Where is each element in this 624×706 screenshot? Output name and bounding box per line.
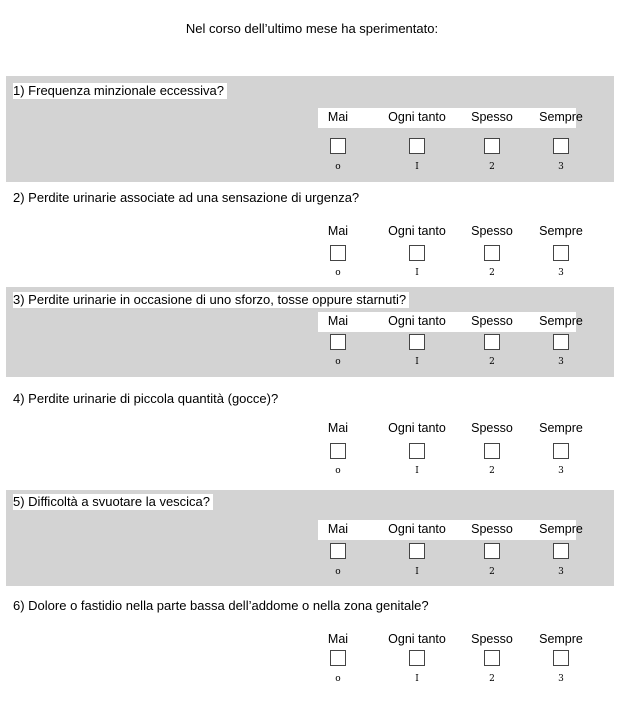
checkbox-mai[interactable] bbox=[330, 543, 346, 559]
option-label-spesso: Spesso bbox=[471, 421, 513, 435]
score-ogni-tanto: I bbox=[415, 268, 419, 278]
score-sempre: 3 bbox=[558, 674, 564, 684]
option-label-spesso: Spesso bbox=[471, 110, 513, 124]
option-label-sempre: Sempre bbox=[539, 110, 583, 124]
score-spesso: 2 bbox=[489, 466, 495, 476]
option-label-mai: Mai bbox=[327, 632, 349, 646]
option-label-spesso: Spesso bbox=[471, 224, 513, 238]
checkbox-mai[interactable] bbox=[330, 443, 346, 459]
score-sempre: 3 bbox=[558, 162, 564, 172]
question-3 bbox=[6, 287, 614, 377]
score-sempre: 3 bbox=[558, 466, 564, 476]
score-sempre: 3 bbox=[558, 357, 564, 367]
question-4 bbox=[6, 388, 614, 484]
score-mai: o bbox=[335, 674, 341, 684]
score-ogni-tanto: I bbox=[415, 357, 419, 367]
options-header bbox=[318, 419, 583, 439]
question-text: 6) Dolore o fastidio nella parte bassa dell’addome o nella zona genitale? bbox=[13, 598, 429, 613]
score-spesso: 2 bbox=[489, 357, 495, 367]
option-label-spesso: Spesso bbox=[471, 314, 513, 328]
score-ogni-tanto: I bbox=[415, 674, 419, 684]
question-text: 2) Perdite urinarie associate ad una sensazione di urgenza? bbox=[13, 190, 360, 205]
checkbox-ogni-tanto[interactable] bbox=[409, 334, 425, 350]
checkbox-spesso[interactable] bbox=[484, 245, 500, 261]
options-header bbox=[318, 520, 583, 540]
option-label-mai: Mai bbox=[327, 224, 349, 238]
question-text: 5) Difficoltà a svuotare la vescica? bbox=[13, 494, 213, 510]
option-label-ogni-tanto: Ogni tanto bbox=[388, 522, 446, 536]
score-mai: o bbox=[335, 357, 341, 367]
option-label-ogni-tanto: Ogni tanto bbox=[388, 314, 446, 328]
score-sempre: 3 bbox=[558, 268, 564, 278]
checkbox-mai[interactable] bbox=[330, 334, 346, 350]
checkbox-spesso[interactable] bbox=[484, 650, 500, 666]
checkbox-spesso[interactable] bbox=[484, 138, 500, 154]
question-5 bbox=[6, 490, 614, 586]
checkbox-mai[interactable] bbox=[330, 650, 346, 666]
question-text: 3) Perdite urinarie in occasione di uno sforzo, tosse oppure starnuti? bbox=[13, 292, 409, 308]
option-label-ogni-tanto: Ogni tanto bbox=[388, 421, 446, 435]
checkbox-sempre[interactable] bbox=[553, 543, 569, 559]
checkbox-sempre[interactable] bbox=[553, 138, 569, 154]
options-header bbox=[318, 630, 583, 650]
question-1 bbox=[6, 76, 614, 182]
score-ogni-tanto: I bbox=[415, 162, 419, 172]
option-label-ogni-tanto: Ogni tanto bbox=[388, 110, 446, 124]
option-label-mai: Mai bbox=[327, 522, 349, 536]
option-label-ogni-tanto: Ogni tanto bbox=[388, 224, 446, 238]
options-header bbox=[318, 108, 583, 128]
score-mai: o bbox=[335, 567, 341, 577]
checkbox-ogni-tanto[interactable] bbox=[409, 543, 425, 559]
checkbox-ogni-tanto[interactable] bbox=[409, 138, 425, 154]
checkbox-spesso[interactable] bbox=[484, 443, 500, 459]
option-label-sempre: Sempre bbox=[539, 632, 583, 646]
checkbox-mai[interactable] bbox=[330, 138, 346, 154]
checkbox-mai[interactable] bbox=[330, 245, 346, 261]
options-header bbox=[318, 312, 583, 332]
score-ogni-tanto: I bbox=[415, 466, 419, 476]
option-label-sempre: Sempre bbox=[539, 314, 583, 328]
option-label-spesso: Spesso bbox=[471, 522, 513, 536]
checkbox-ogni-tanto[interactable] bbox=[409, 443, 425, 459]
checkbox-sempre[interactable] bbox=[553, 443, 569, 459]
score-mai: o bbox=[335, 162, 341, 172]
checkbox-ogni-tanto[interactable] bbox=[409, 650, 425, 666]
question-text: 4) Perdite urinarie di piccola quantità (gocce)? bbox=[13, 391, 279, 406]
option-label-spesso: Spesso bbox=[471, 632, 513, 646]
checkbox-sempre[interactable] bbox=[553, 650, 569, 666]
option-label-sempre: Sempre bbox=[539, 522, 583, 536]
score-spesso: 2 bbox=[489, 674, 495, 684]
option-label-mai: Mai bbox=[327, 110, 349, 124]
score-spesso: 2 bbox=[489, 162, 495, 172]
option-label-ogni-tanto: Ogni tanto bbox=[388, 632, 446, 646]
options-header bbox=[318, 222, 583, 242]
score-mai: o bbox=[335, 466, 341, 476]
question-6 bbox=[6, 594, 614, 702]
checkbox-spesso[interactable] bbox=[484, 543, 500, 559]
option-label-sempre: Sempre bbox=[539, 224, 583, 238]
question-text: 1) Frequenza minzionale eccessiva? bbox=[13, 83, 227, 99]
option-label-mai: Mai bbox=[327, 314, 349, 328]
question-2 bbox=[6, 186, 614, 286]
score-spesso: 2 bbox=[489, 567, 495, 577]
score-sempre: 3 bbox=[558, 567, 564, 577]
checkbox-spesso[interactable] bbox=[484, 334, 500, 350]
score-spesso: 2 bbox=[489, 268, 495, 278]
option-label-sempre: Sempre bbox=[539, 421, 583, 435]
checkbox-sempre[interactable] bbox=[553, 334, 569, 350]
checkbox-sempre[interactable] bbox=[553, 245, 569, 261]
page-title: Nel corso dell’ultimo mese ha sperimentato: bbox=[185, 21, 439, 36]
checkbox-ogni-tanto[interactable] bbox=[409, 245, 425, 261]
option-label-mai: Mai bbox=[327, 421, 349, 435]
score-ogni-tanto: I bbox=[415, 567, 419, 577]
score-mai: o bbox=[335, 268, 341, 278]
